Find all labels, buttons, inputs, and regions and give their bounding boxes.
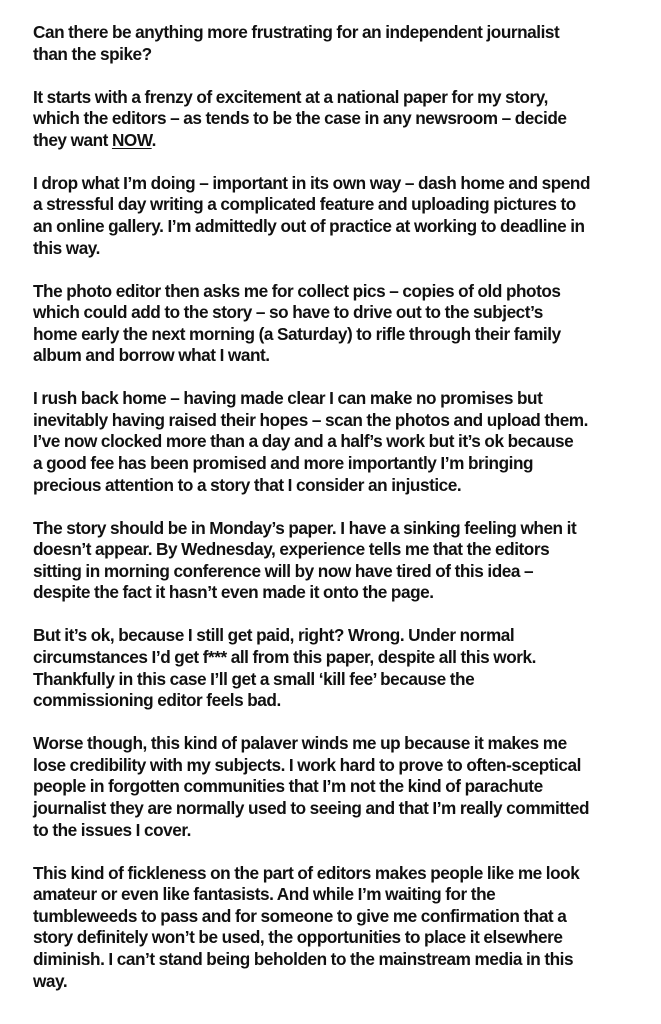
paragraph-4: [33, 281, 653, 367]
paragraph-7: [33, 625, 653, 711]
paragraph-8: [33, 733, 653, 841]
text-line: inevitably having raised their hopes – scan the photos and upload them.: [33, 409, 588, 430]
text-line: But it’s ok, because I still get paid, right? Wrong. Under normal: [33, 625, 515, 646]
text-line: people in forgotten communities that I’m not the kind of parachute: [33, 776, 543, 797]
text-line: The story should be in Monday’s paper. I have a sinking feeling when it: [33, 517, 577, 538]
paragraph-6: [33, 518, 653, 604]
text-line: a good fee has been promised and more importantly I’m bringing: [33, 453, 534, 474]
text-line: circumstances I’d get f*** all from this paper, despite all this work.: [33, 647, 536, 667]
text-line: this way.: [33, 237, 100, 258]
paragraph-5: [33, 388, 653, 496]
text-line: commissioning editor feels bad.: [33, 690, 281, 711]
text-fragment: .: [151, 129, 156, 150]
paragraph-2: [33, 87, 653, 152]
paragraph-9: [33, 863, 653, 993]
text-line: to the issues I cover.: [33, 819, 191, 840]
text-line: This kind of fickleness on the part of editors makes people like me look: [33, 862, 580, 883]
text-line: story definitely won’t be used, the opportunities to place it elsewhere: [33, 927, 563, 948]
text-line: I drop what I’m doing – important in its own way – dash home and spend: [33, 172, 591, 193]
text-line: which the editors – as tends to be the case in any newsroom – decide: [33, 108, 567, 129]
text-line: lose credibility with my subjects. I work hard to prove to often-sceptical: [33, 754, 581, 775]
text-line: doesn’t appear. By Wednesday, experience tells me that the editors: [33, 539, 550, 560]
text-line: an online gallery. I’m admittedly out of practice at working to deadline in: [33, 215, 585, 236]
text-line: home early the next morning (a Saturday) to rifle through their family: [33, 323, 561, 344]
text-line: Worse though, this kind of palaver winds me up because it makes me: [33, 733, 567, 754]
underlined-emphasis: NOW: [111, 129, 152, 150]
text-line: despite the fact it hasn’t even made it onto the page.: [33, 582, 434, 603]
text-fragment: they want: [33, 129, 112, 150]
article-body: [33, 22, 653, 1013]
text-line: album and borrow what I want.: [33, 345, 270, 366]
text-line: tumbleweeds to pass and for someone to give me confirmation that a: [33, 905, 567, 926]
text-line: It starts with a frenzy of excitement at a national paper for my story,: [33, 86, 548, 107]
text-line: a stressful day writing a complicated feature and uploading pictures to: [33, 194, 576, 215]
text-line: diminish. I can’t stand being beholden to the mainstream media in this: [33, 948, 574, 969]
text-line: The photo editor then asks me for collect pics – copies of old photos: [33, 280, 561, 301]
text-line: Can there be anything more frustrating for an independent journalist: [33, 22, 560, 42]
text-line: way.: [33, 970, 68, 991]
text-line: Thankfully in this case I’ll get a small ‘kill fee’ because the: [33, 668, 475, 689]
text-line: I rush back home – having made clear I can make no promises but: [33, 388, 543, 409]
paragraph-3: [33, 173, 653, 259]
text-line: I’ve now clocked more than a day and a half’s work but it’s ok because: [33, 431, 574, 452]
text-line: sitting in morning conference will by now have tired of this idea –: [33, 560, 534, 581]
text-line: amateur or even like fantasists. And while I’m waiting for the: [33, 884, 496, 905]
text-line: which could add to the story – so have to drive out to the subject’s: [33, 302, 543, 323]
paragraph-1: [33, 22, 653, 65]
text-line: precious attention to a story that I consider an injustice.: [33, 474, 462, 495]
text-line: [33, 130, 653, 152]
text-line: journalist they are normally used to seeing and that I’m really committed: [33, 797, 590, 818]
text-line: than the spike?: [33, 43, 152, 64]
